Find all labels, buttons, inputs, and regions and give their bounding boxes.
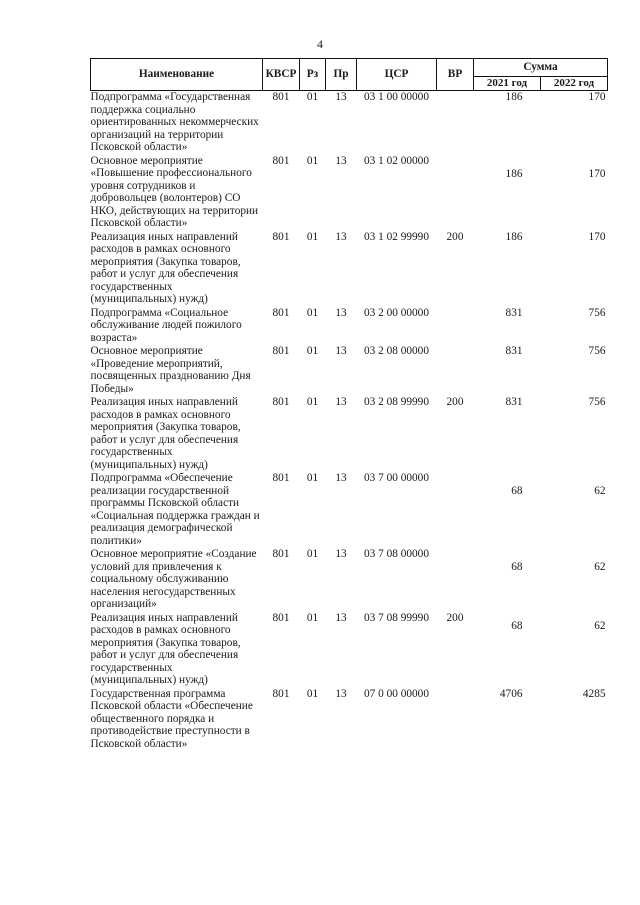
row-vr: 200 (446, 230, 464, 243)
row-sum-2021: 831 (505, 396, 523, 408)
row-sum-2022: 62 (594, 485, 606, 497)
row-rz: 01 (306, 230, 319, 243)
row-rz: 01 (306, 548, 319, 560)
row-kvsr: 801 (272, 396, 290, 408)
row-pr: 13 (335, 548, 347, 560)
table-row (91, 231, 608, 307)
row-pr: 13 (335, 154, 347, 167)
row-name: Подпрограмма «Социальное обслуживание людей пожилого возраста» (90, 306, 242, 344)
row-sum-2022: 62 (594, 561, 606, 573)
row-name: Подпрограмма «Государственная поддержка социально ориентированных некоммерческих организаций на территории Псковской области» (90, 91, 259, 153)
row-sum-2022: 170 (588, 167, 606, 180)
row-name: Основное мероприятие «Создание условий для привлечения к социальному обслуживанию населения негосударственных организаций» (90, 548, 257, 610)
row-sum-2021: 186 (505, 167, 523, 180)
header-year-2021: 2021 год (474, 77, 541, 91)
row-pr: 13 (335, 91, 347, 103)
row-sum-2022: 756 (588, 345, 606, 357)
row-csr: 03 7 08 99990 (364, 611, 429, 624)
row-csr: 03 1 02 00000 (364, 154, 429, 167)
row-rz: 01 (306, 345, 319, 357)
table-row (91, 307, 608, 346)
row-rz: 01 (306, 91, 319, 103)
row-rz: 01 (306, 306, 319, 319)
row-vr: 200 (446, 611, 464, 624)
row-kvsr: 801 (272, 687, 290, 700)
row-sum-2022: 62 (594, 619, 606, 632)
table-row (91, 345, 608, 396)
row-vr (437, 155, 474, 231)
table-row (91, 91, 608, 155)
row-sum-2021: 68 (511, 619, 523, 632)
row-kvsr: 801 (272, 154, 290, 167)
header-kvsr: КВСР (263, 59, 300, 91)
row-kvsr: 801 (272, 611, 290, 624)
row-csr: 03 1 00 00000 (364, 91, 429, 103)
table-row (91, 612, 608, 688)
row-csr: 03 1 02 99990 (364, 230, 429, 243)
row-sum-2021: 186 (505, 91, 523, 103)
row-sum-2021: 831 (505, 345, 523, 357)
row-name: Подпрограмма «Обеспечение реализации государственной программы Псковской области «Социальная поддержка граждан и реализация демографической политики» (90, 472, 260, 547)
row-sum-2022: 170 (588, 230, 606, 243)
row-sum-2021: 68 (511, 485, 523, 497)
row-sum-2021: 831 (505, 306, 523, 319)
row-kvsr: 801 (272, 230, 290, 243)
row-rz: 01 (306, 396, 319, 408)
header-pr: Пр (326, 59, 357, 91)
table-body (91, 91, 608, 752)
table-row (91, 155, 608, 231)
row-rz: 01 (306, 154, 319, 167)
row-pr: 13 (335, 611, 347, 624)
row-pr: 13 (335, 230, 347, 243)
row-vr (437, 91, 474, 155)
row-sum-2021: 4706 (499, 687, 523, 700)
header-sum: Сумма (474, 59, 608, 77)
table-row (91, 548, 608, 612)
row-name: Реализация иных направлений расходов в рамках основного мероприятия (Закупка товаров, работ и услуг для обеспечения государственных (муниципальных) нужд) (90, 396, 241, 471)
header-rz: Рз (300, 59, 326, 91)
row-csr: 03 2 00 00000 (364, 306, 429, 319)
row-sum-2022: 4285 (582, 687, 606, 700)
row-kvsr: 801 (272, 306, 290, 319)
row-sum-2022: 756 (588, 396, 606, 408)
header-year-2022: 2022 год (541, 77, 608, 91)
header-name: Наименование (91, 59, 263, 91)
budget-table (90, 58, 608, 751)
header-vr: ВР (437, 59, 474, 91)
row-pr: 13 (335, 345, 347, 357)
row-kvsr: 801 (272, 548, 290, 560)
row-rz: 01 (306, 687, 319, 700)
table-header (91, 59, 608, 91)
row-name: Реализация иных направлений расходов в рамках основного мероприятия (Закупка товаров, работ и услуг для обеспечения государственных (муниципальных) нужд) (90, 230, 241, 305)
row-kvsr: 801 (272, 345, 290, 357)
row-name: Реализация иных направлений расходов в рамках основного мероприятия (Закупка товаров, работ и услуг для обеспечения государственных (муниципальных) нужд) (90, 611, 241, 686)
table-row (91, 396, 608, 472)
row-csr: 03 2 08 99990 (364, 396, 429, 408)
page-number: 4 (317, 37, 323, 51)
row-kvsr: 801 (272, 91, 290, 103)
row-vr: 200 (446, 396, 464, 408)
row-vr (437, 472, 474, 548)
row-sum-2022: 756 (588, 306, 606, 319)
row-vr (437, 688, 474, 752)
row-vr (437, 307, 474, 346)
row-name: Основное мероприятие «Повышение профессионального уровня сотрудников и добровольцев (волонтеров) СО НКО, действующих на территории Псковской области» (90, 154, 259, 229)
row-csr: 07 0 00 00000 (364, 687, 429, 700)
row-pr: 13 (335, 306, 347, 319)
header-csr: ЦСР (357, 59, 437, 91)
row-sum-2021: 68 (511, 561, 523, 573)
row-pr: 13 (335, 396, 347, 408)
row-pr: 13 (335, 472, 347, 484)
row-name: Основное мероприятие «Проведение мероприятий, посвященных празднованию Дня Победы» (90, 345, 251, 395)
row-kvsr: 801 (272, 472, 290, 484)
row-sum-2022: 170 (588, 91, 606, 103)
row-csr: 03 2 08 00000 (364, 345, 429, 357)
row-csr: 03 7 08 00000 (364, 548, 429, 560)
table-row (91, 472, 608, 548)
row-csr: 03 7 00 00000 (364, 472, 429, 484)
row-sum-2021: 186 (505, 230, 523, 243)
row-name: Государственная программа Псковской области «Обеспечение общественного порядка и противодействие преступности в Псковской области» (90, 687, 253, 750)
table-row (91, 688, 608, 752)
row-vr (437, 345, 474, 396)
row-pr: 13 (335, 687, 347, 700)
row-vr (437, 548, 474, 612)
row-rz: 01 (306, 472, 319, 484)
row-rz: 01 (306, 611, 319, 624)
